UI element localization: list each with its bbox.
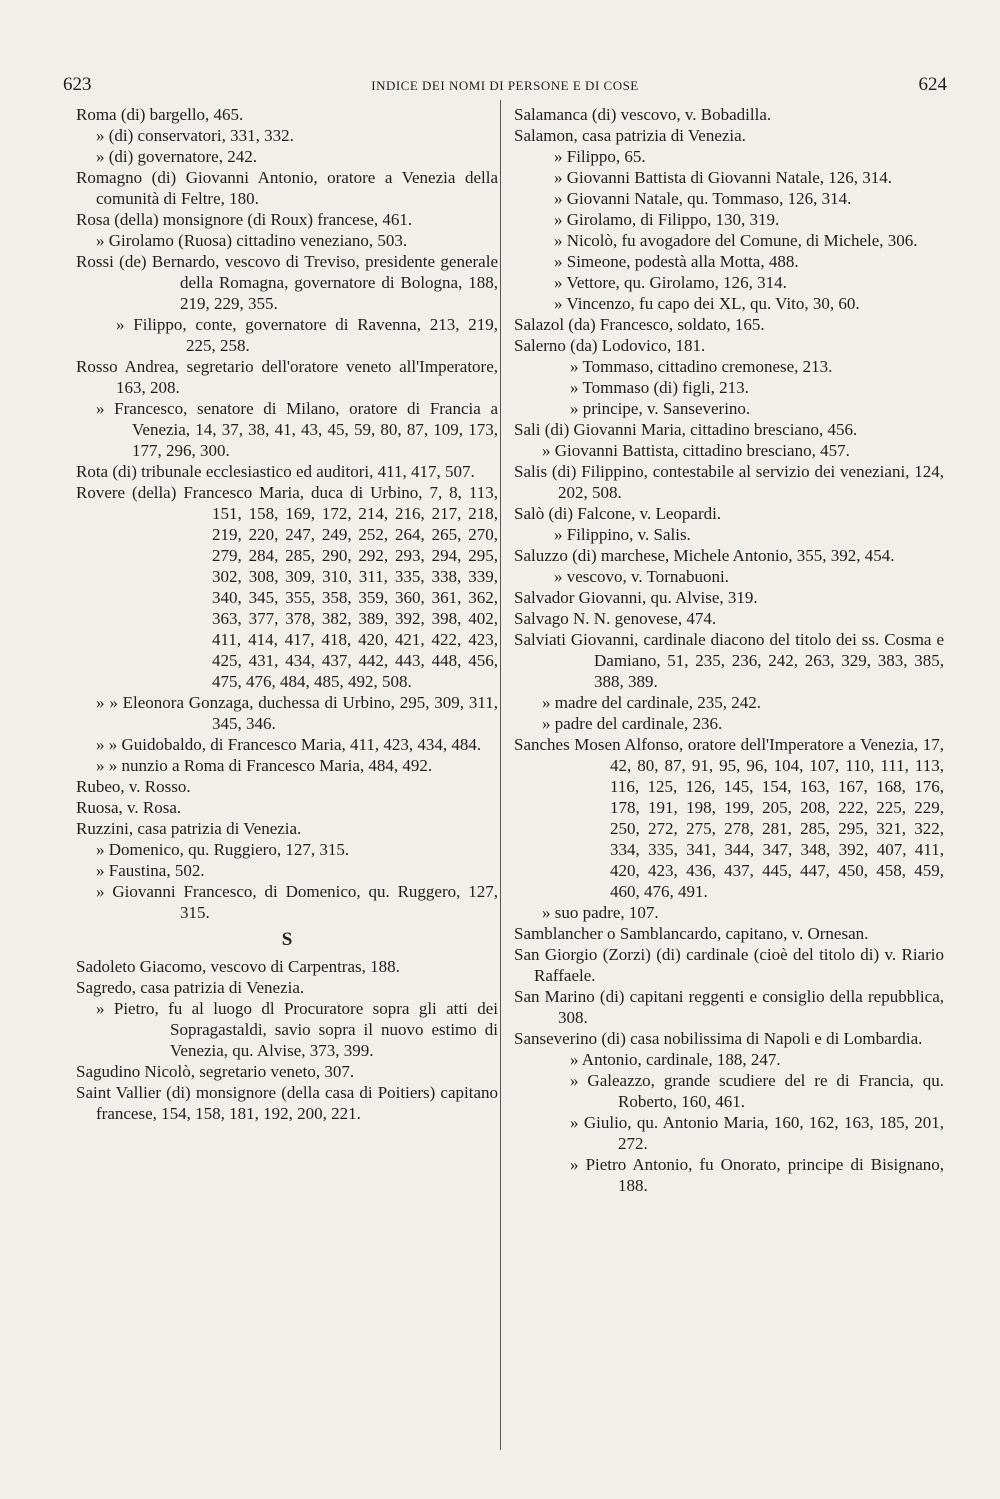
index-entry: » Filippino, v. Salis. bbox=[554, 525, 691, 544]
page-number-right: 624 bbox=[918, 74, 947, 95]
index-entry: » padre del cardinale, 236. bbox=[542, 714, 723, 733]
index-entry: » » Guidobaldo, di Francesco Maria, 411, 423, 434, 484. bbox=[96, 735, 482, 754]
index-entry: » Giulio, qu. Antonio Maria, 160, 162, 163, 185, 201, 272. bbox=[570, 1113, 944, 1153]
column-divider bbox=[500, 100, 501, 1450]
index-entry: San Giorgio (Zorzi) (di) cardinale (cioè del titolo di) v. Riario Raffaele. bbox=[514, 945, 944, 985]
index-entry: » Antonio, cardinale, 188, 247. bbox=[570, 1050, 781, 1069]
index-entry: » Giovanni Natale, qu. Tommaso, 126, 314. bbox=[554, 189, 852, 208]
index-entry: Sagredo, casa patrizia di Venezia. bbox=[76, 978, 305, 997]
index-entry: Rosa (della) monsignore (di Roux) francese, 461. bbox=[76, 210, 413, 229]
index-entry: Saluzzo (di) marchese, Michele Antonio, 355, 392, 454. bbox=[514, 546, 895, 565]
index-entry: Samblancher o Samblancardo, capitano, v. Ornesan. bbox=[514, 924, 869, 943]
index-entry: Romagno (di) Giovanni Antonio, oratore a Venezia della comunità di Feltre, 180. bbox=[76, 168, 498, 208]
index-entry: » (di) governatore, 242. bbox=[96, 147, 257, 166]
page-header bbox=[63, 74, 947, 104]
index-entry: » Tommaso, cittadino cremonese, 213. bbox=[570, 357, 833, 376]
index-entry: » » nunzio a Roma di Francesco Maria, 484, 492. bbox=[96, 756, 433, 775]
section-letter: S bbox=[281, 929, 293, 950]
index-entry: Ruzzini, casa patrizia di Venezia. bbox=[76, 819, 302, 838]
index-entry: Salviati Giovanni, cardinale diacono del titolo dei ss. Cosma e Damiano, 51, 235, 236, 242, 263, 329, 383, 385, 388, 389. bbox=[514, 630, 944, 691]
index-entry: Rubeo, v. Rosso. bbox=[76, 777, 191, 796]
index-entry: » Girolamo, di Filippo, 130, 319. bbox=[554, 210, 780, 229]
index-entry: Saint Vallier (di) monsignore (della casa di Poitiers) capitano francese, 154, 158, 181, 192, 200, 221. bbox=[76, 1083, 498, 1123]
index-entry: » (di) conservatori, 331, 332. bbox=[96, 126, 294, 145]
index-entry: Roma (di) bargello, 465. bbox=[76, 105, 244, 124]
index-entry: Sanseverino (di) casa nobilissima di Napoli e di Lombardia. bbox=[514, 1029, 923, 1048]
index-entry: » Faustina, 502. bbox=[96, 861, 205, 880]
index-entry: » Simeone, podestà alla Motta, 488. bbox=[554, 252, 799, 271]
index-entry: Rovere (della) Francesco Maria, duca di Urbino, 7, 8, 113, 151, 158, 169, 172, 214, 216, 217, 218, 219, 220, 247, 249, 252, 264, 265, 270, 279, 284, 285, 290, 292, 293, 294, 295, 302, 308, 309, 310, 311, 335, 338, 339, 340, 345, 355, 358, 359, 360, 361, 362, 363, 377, 378, 382, 389, 392, 398, 402, 411, 414, 417, 418, 420, 421, 422, 423, 425, 431, 434, 437, 442, 443, 448, 456, 475, 476, 484, 485, 492, 508. bbox=[76, 483, 498, 691]
index-entry: » Filippo, conte, governatore di Ravenna, 213, 219, 225, 258. bbox=[116, 315, 498, 355]
index-entry: » Nicolò, fu avogadore del Comune, di Michele, 306. bbox=[554, 231, 918, 250]
index-entry: Salazol (da) Francesco, soldato, 165. bbox=[514, 315, 765, 334]
index-entry: Rota (di) tribunale ecclesiastico ed auditori, 411, 417, 507. bbox=[76, 462, 475, 481]
index-entry: Salò (di) Falcone, v. Leopardi. bbox=[514, 504, 722, 523]
index-entry: Sali (di) Giovanni Maria, cittadino bresciano, 456. bbox=[514, 420, 858, 439]
index-entry: San Marino (di) capitani reggenti e consiglio della repubblica, 308. bbox=[514, 987, 944, 1027]
index-entry: Salvago N. N. genovese, 474. bbox=[514, 609, 717, 628]
index-entry: » Galeazzo, grande scudiere del re di Francia, qu. Roberto, 160, 461. bbox=[570, 1071, 944, 1111]
index-entry: » Giovanni Battista, cittadino bresciano, 457. bbox=[542, 441, 850, 460]
right-column bbox=[514, 104, 944, 1196]
index-entry: » Giovanni Francesco, di Domenico, qu. Ruggero, 127, 315. bbox=[96, 882, 498, 922]
index-entry: » Girolamo (Ruosa) cittadino veneziano, 503. bbox=[96, 231, 408, 250]
index-entry: Salvador Giovanni, qu. Alvise, 319. bbox=[514, 588, 758, 607]
index-entry: » Domenico, qu. Ruggiero, 127, 315. bbox=[96, 840, 350, 859]
index-entry: Sagudino Nicolò, segretario veneto, 307. bbox=[76, 1062, 355, 1081]
index-entry: » Pietro Antonio, fu Onorato, principe di Bisignano, 188. bbox=[570, 1155, 944, 1195]
index-entry: Rossi (de) Bernardo, vescovo di Treviso, presidente generale della Romagna, governatore di Bologna, 188, 219, 229, 355. bbox=[76, 252, 498, 313]
index-entry: » principe, v. Sanseverino. bbox=[570, 399, 751, 418]
index-entry: » » Eleonora Gonzaga, duchessa di Urbino, 295, 309, 311, 345, 346. bbox=[96, 693, 498, 733]
index-entry: » suo padre, 107. bbox=[542, 903, 659, 922]
index-entry: » Giovanni Battista di Giovanni Natale, 126, 314. bbox=[554, 168, 893, 187]
index-entry: » Tommaso (di) figli, 213. bbox=[570, 378, 749, 397]
index-entry: Ruosa, v. Rosa. bbox=[76, 798, 182, 817]
left-column bbox=[76, 104, 498, 1124]
index-entry: » vescovo, v. Tornabuoni. bbox=[554, 567, 729, 586]
index-entry: » Vincenzo, fu capo dei XL, qu. Vito, 30, 60. bbox=[554, 294, 860, 313]
index-entry: Salamon, casa patrizia di Venezia. bbox=[514, 126, 746, 145]
index-entry: Sanches Mosen Alfonso, oratore dell'Imperatore a Venezia, 17, 42, 80, 87, 91, 95, 96, 104, 107, 110, 111, 113, 116, 125, 126, 145, 154, 163, 167, 168, 176, 178, 191, 198, 199, 205, 208, 222, 225, 229, 250, 272, 275, 278, 281, 285, 295, 321, 322, 334, 335, 341, 344, 347, 348, 392, 407, 411, 420, 423, 436, 437, 445, 447, 450, 458, 459, 460, 476, 491. bbox=[514, 735, 944, 901]
index-entry: Sadoleto Giacomo, vescovo di Carpentras, 188. bbox=[76, 957, 400, 976]
index-entry: Salamanca (di) vescovo, v. Bobadilla. bbox=[514, 105, 772, 124]
index-entry: Rosso Andrea, segretario dell'oratore veneto all'Imperatore, 163, 208. bbox=[76, 357, 498, 397]
index-entry: » Pietro, fu al luogo dl Procuratore sopra gli atti dei Sopragastaldi, savio sopra il nuovo estimo di Venezia, qu. Alvise, 373, 399. bbox=[96, 999, 498, 1060]
index-entry: » Filippo, 65. bbox=[554, 147, 646, 166]
index-entry: » madre del cardinale, 235, 242. bbox=[542, 693, 762, 712]
page-number-left: 623 bbox=[63, 74, 92, 95]
index-entry: » Francesco, senatore di Milano, oratore di Francia a Venezia, 14, 37, 38, 41, 43, 45, 59, 80, 87, 109, 173, 177, 296, 300. bbox=[96, 399, 498, 460]
running-title: INDICE DEI NOMI DI PERSONE E DI COSE bbox=[371, 78, 639, 93]
index-entry: Salerno (da) Lodovico, 181. bbox=[514, 336, 706, 355]
index-entry: Salis (di) Filippino, contestabile al servizio dei veneziani, 124, 202, 508. bbox=[514, 462, 944, 502]
index-entry: » Vettore, qu. Girolamo, 126, 314. bbox=[554, 273, 787, 292]
